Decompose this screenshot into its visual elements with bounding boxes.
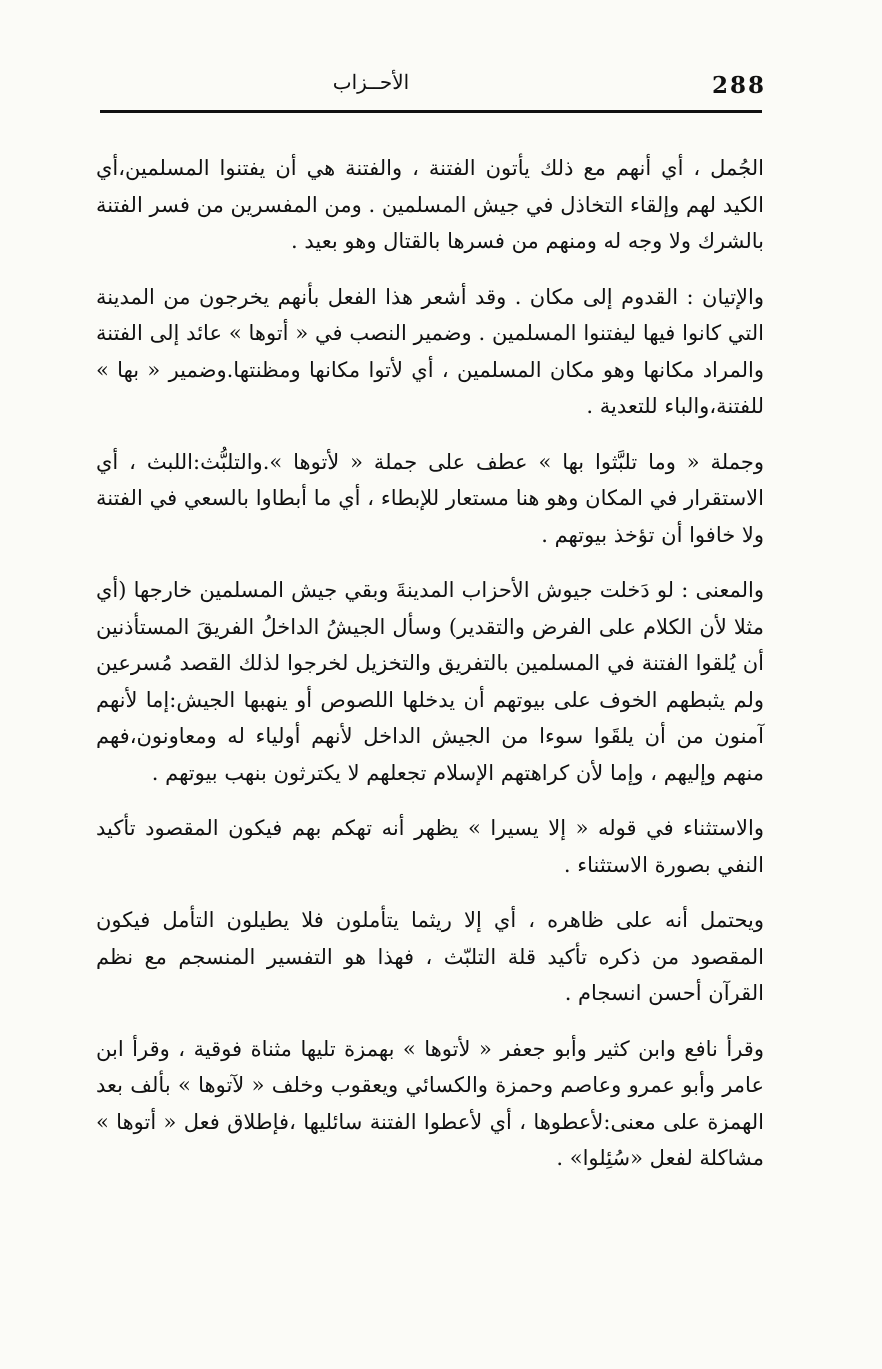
paragraph-1: الجُمل ، أي أنهم مع ذلك يأتون الفتنة ، والفتنة هي أن يفتنوا المسلمين،أي الكيد لهم وإلقاء التخاذل في جيش المسلمين . ومن المفسرين من فسر الفتنة بالشرك ولا وجه له ومنهم من فسرها بالقتال وهو بعيد . bbox=[96, 156, 764, 253]
paragraph-4: والمعنى : لو دَخلت جيوش الأحزاب المدينةَ وبقي جيش المسلمين خارجها (أي مثلا لأن الكلام على الفرض والتقدير) وسأل الجيشُ الداخلُ الفريقَ المستأذنين أن يُلقوا الفتنة في المسلمين بالتفريق والتخزيل لخرجوا لذلك القصد مُسرعين ولم يثبطهم الخوف على بيوتهم أن يدخلها اللصوص أو ينهبها الجيش:إما لأنهم آمنون من أن يلقَوا سوءا من الجيش الداخل لأنهم أولياء له ومعاونون،فهم منهم وإليهم ، وإما لأن كراهتهم الإسلام تجعلهم لا يكترثون بنهب بيوتهم . bbox=[96, 578, 764, 785]
header-rule bbox=[100, 110, 762, 113]
running-title: الأحــزاب bbox=[332, 70, 410, 94]
paragraph-5: والاستثناء في قوله « إلا يسيرا » يظهر أنه تهكم بهم فيكون المقصود تأكيد النفي بصورة الاستثناء . bbox=[96, 816, 764, 877]
paragraph-3: وجملة « وما تلبَّثوا بها » عطف على جملة « لأتوها ».والتلبُّث:اللبث ، أي الاستقرار في المكان وهو هنا مستعار للإبطاء ، أي ما أبطاوا بالسعي في الفتنة ولا خافوا أن تؤخذ بيوتهم . bbox=[96, 449, 764, 547]
paragraph-7: وقرأ نافع وابن كثير وأبو جعفر « لأتوها » بهمزة تليها مثناة فوقية ، وقرأ ابن عامر وأبو عمرو وعاصم وحمزة والكسائي ويعقوب وخلف « لآتوها » بألف بعد الهمزة على معنى:لأعطوها ، أي لأعطوا الفتنة سائليها ،فإطلاق فعل « أتوها » مشاكلة لفعل «سُئِلوا» . bbox=[96, 1036, 764, 1170]
page-header bbox=[100, 66, 767, 106]
body-text bbox=[96, 150, 764, 1196]
paragraph-2: والإتيان : القدوم إلى مكان . وقد أشعر هذا الفعل بأنهم يخرجون من المدينة التي كانوا فيها ليفتنوا المسلمين . وضمير النصب في « أتوها » عائد إلى الفتنة والمراد مكانها وهو مكان المسلمين ، أي لأتوا مكانها ومظنتها.وضمير « بها » للفتنة،والباء للتعدية . bbox=[96, 284, 764, 418]
page-number: 288 bbox=[712, 72, 767, 99]
paragraph-6: ويحتمل أنه على ظاهره ، أي إلا ريثما يتأملون فلا يطيلون التأمل فيكون المقصود من ذكره تأكيد قلة التلبّث ، فهذا هو التفسير المنسجم مع نظم القرآن أحسن انسجام . bbox=[96, 908, 764, 1005]
